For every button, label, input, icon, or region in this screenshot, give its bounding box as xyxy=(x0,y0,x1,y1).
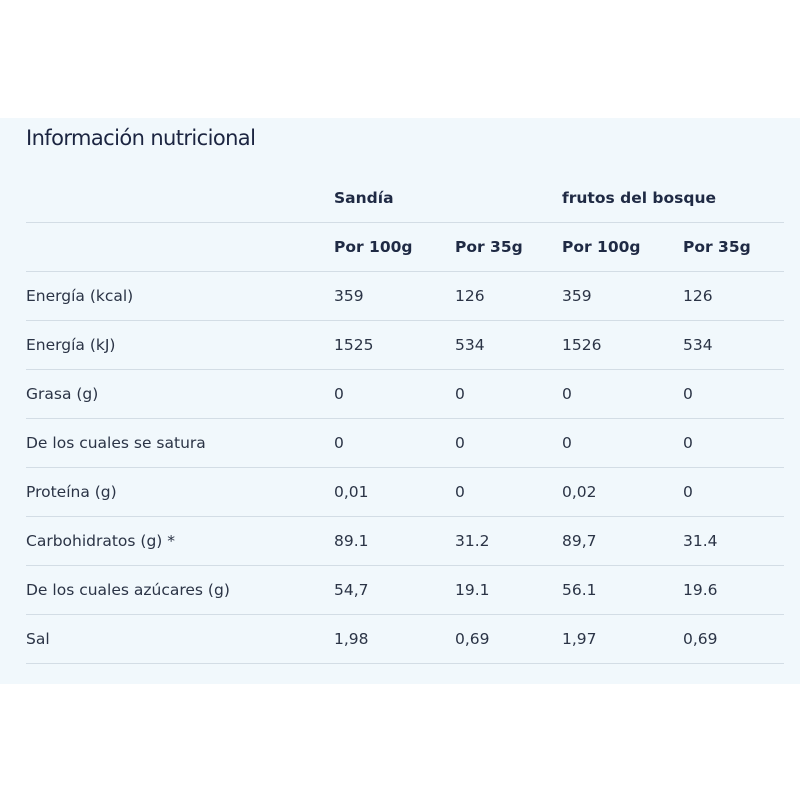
table-row xyxy=(26,517,784,566)
nutrient-label: Grasa (g) xyxy=(26,370,334,419)
portion-header-row xyxy=(26,223,784,272)
nutrient-value: 89.1 xyxy=(334,517,455,566)
nutrient-value: 1,98 xyxy=(334,615,455,664)
empty-header-cell xyxy=(26,223,334,272)
portion-header: Por 35g xyxy=(455,223,562,272)
nutrient-value: 31.2 xyxy=(455,517,562,566)
portion-header: Por 100g xyxy=(562,223,683,272)
portion-header: Por 100g xyxy=(334,223,455,272)
product-header-row xyxy=(26,174,784,223)
nutrient-value: 1525 xyxy=(334,321,455,370)
nutrient-value: 19.6 xyxy=(683,566,784,615)
nutrient-value: 0,02 xyxy=(562,468,683,517)
empty-header-cell xyxy=(26,174,334,223)
nutrient-value: 534 xyxy=(455,321,562,370)
nutrient-value: 359 xyxy=(562,272,683,321)
nutrient-value: 126 xyxy=(683,272,784,321)
nutrient-value: 0,69 xyxy=(683,615,784,664)
nutrient-value: 89,7 xyxy=(562,517,683,566)
nutrient-value: 31.4 xyxy=(683,517,784,566)
nutrition-table xyxy=(26,174,784,664)
nutrient-value: 0 xyxy=(334,370,455,419)
nutrient-label: Energía (kcal) xyxy=(26,272,334,321)
portion-header: Por 35g xyxy=(683,223,784,272)
nutrient-value: 54,7 xyxy=(334,566,455,615)
nutrient-label: Carbohidratos (g) * xyxy=(26,517,334,566)
nutrient-value: 0 xyxy=(334,419,455,468)
nutrient-value: 126 xyxy=(455,272,562,321)
nutrient-label: De los cuales se satura xyxy=(26,419,334,468)
nutrient-value: 0 xyxy=(455,370,562,419)
table-row xyxy=(26,468,784,517)
nutrient-value: 0 xyxy=(683,370,784,419)
nutrient-label: De los cuales azúcares (g) xyxy=(26,566,334,615)
table-row xyxy=(26,370,784,419)
nutrient-label: Energía (kJ) xyxy=(26,321,334,370)
product-header-sandia: Sandía xyxy=(334,174,562,223)
nutrient-value: 0 xyxy=(683,468,784,517)
page-title: Información nutricional xyxy=(26,126,256,150)
nutrient-value: 359 xyxy=(334,272,455,321)
nutrient-value: 1,97 xyxy=(562,615,683,664)
nutrient-label: Sal xyxy=(26,615,334,664)
table-row xyxy=(26,321,784,370)
nutrient-value: 0 xyxy=(683,419,784,468)
table-row xyxy=(26,615,784,664)
nutrient-value: 19.1 xyxy=(455,566,562,615)
nutrient-value: 0 xyxy=(455,468,562,517)
table-row xyxy=(26,566,784,615)
nutrient-value: 1526 xyxy=(562,321,683,370)
nutrient-value: 0 xyxy=(455,419,562,468)
table-row xyxy=(26,272,784,321)
nutrient-label: Proteína (g) xyxy=(26,468,334,517)
table-row xyxy=(26,419,784,468)
nutrient-value: 0 xyxy=(562,419,683,468)
nutrient-value: 56.1 xyxy=(562,566,683,615)
nutrient-value: 0,01 xyxy=(334,468,455,517)
nutrient-value: 0,69 xyxy=(455,615,562,664)
nutrient-value: 534 xyxy=(683,321,784,370)
nutrient-value: 0 xyxy=(562,370,683,419)
product-header-frutos-del-bosque: frutos del bosque xyxy=(562,174,784,223)
